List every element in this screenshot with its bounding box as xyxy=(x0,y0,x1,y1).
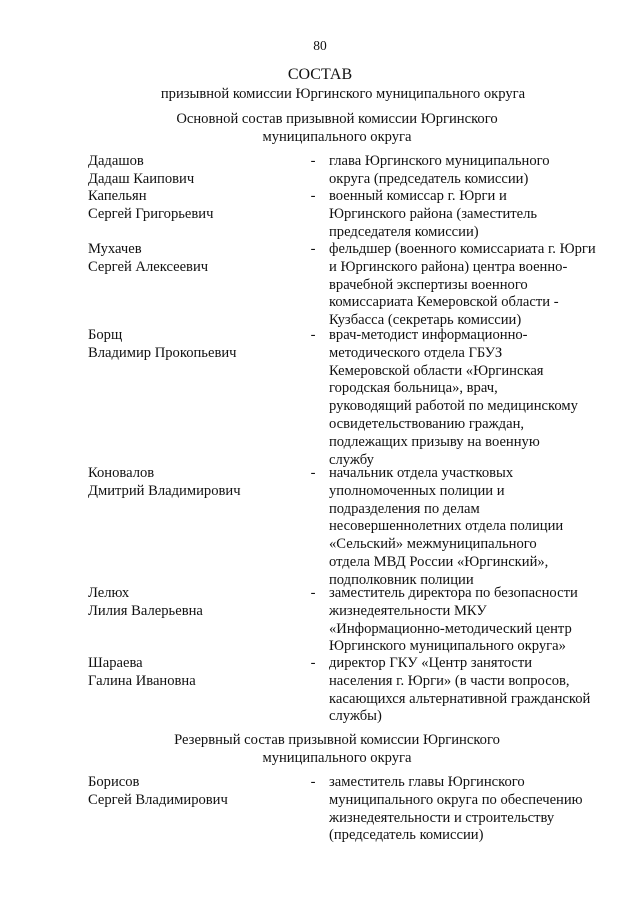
member-dash: - xyxy=(310,327,316,343)
member-dash: - xyxy=(310,188,316,204)
member-surname: Дадашов xyxy=(88,153,144,169)
member-given-name: Сергей Григорьевич xyxy=(88,205,214,222)
member-surname: Капельян xyxy=(88,188,147,204)
member-name xyxy=(88,585,288,621)
member-role: директор ГКУ «Центр занятости населения г. Юрги» (в части вопросов, касающихся альтернативной гражданской службы) xyxy=(329,655,591,725)
member-name xyxy=(88,241,288,277)
member-role: начальник отдела участковых уполномоченных полиции и подразделения по делам несовершеннолетних отдела полиции «Сельский» межмуниципального отдела МВД России «Юргинский», подполковник полиции xyxy=(329,465,564,588)
member-role: заместитель главы Юргинского муниципального округа по обеспечению жизнедеятельности и строительству (председатель комиссии) xyxy=(329,774,583,844)
member-name xyxy=(88,153,288,189)
member-given-name: Галина Ивановна xyxy=(88,672,196,689)
member-role: фельдшер (военного комиссариата г. Юрги и Юргинского района) центра военно-врачебной экспертизы военного комиссариата Кемеровской области - Кузбасса (секретарь комиссии) xyxy=(329,241,596,329)
main-section-heading-line1: Основной состав призывной комиссии Юргинского xyxy=(176,111,498,127)
member-name xyxy=(88,655,288,691)
member-given-name: Дмитрий Владимирович xyxy=(88,482,241,499)
member-role: заместитель директора по безопасности жизнедеятельности МКУ «Информационно-методический центр Юргинского муниципального округа» xyxy=(329,585,578,655)
member-name xyxy=(88,327,288,363)
member-surname: Шараева xyxy=(88,655,143,671)
member-role: военный комиссар г. Юрги и Юргинского района (заместитель председателя комиссии) xyxy=(329,188,538,240)
member-given-name: Владимир Прокопьевич xyxy=(88,344,237,361)
reserve-section-heading-line1: Резервный состав призывной комиссии Юргинского xyxy=(174,732,500,748)
member-given-name: Сергей Владимирович xyxy=(88,791,228,808)
reserve-section-heading-line2: муниципального округа xyxy=(262,749,412,766)
member-dash: - xyxy=(310,465,316,481)
member-name xyxy=(88,188,288,224)
member-surname: Лелюх xyxy=(88,585,130,601)
main-section-heading xyxy=(150,111,524,147)
member-given-name: Дадаш Каипович xyxy=(88,170,195,187)
member-dash: - xyxy=(310,774,316,790)
reserve-section-heading xyxy=(150,732,524,768)
member-name xyxy=(88,465,288,501)
document-title: СОСТАВ xyxy=(287,66,353,83)
document-subtitle: призывной комиссии Юргинского муниципального округа xyxy=(160,86,526,102)
member-dash: - xyxy=(310,153,316,169)
member-role: глава Юргинского муниципального округа (председатель комиссии) xyxy=(329,153,550,187)
member-dash: - xyxy=(310,241,316,257)
member-dash: - xyxy=(310,585,316,601)
member-surname: Борисов xyxy=(88,774,140,790)
member-surname: Мухачев xyxy=(88,241,142,257)
page-number: 80 xyxy=(313,38,327,53)
member-surname: Коновалов xyxy=(88,465,155,481)
member-name xyxy=(88,774,288,810)
member-role: врач-методист информационно-методического отдела ГБУЗ Кемеровской области «Юргинская городская больница», врач, руководящий работой по медицинскому освидетельствованию граждан, подлежащих призыву на военную службу xyxy=(329,327,578,468)
member-surname: Борщ xyxy=(88,327,123,343)
member-dash: - xyxy=(310,655,316,671)
member-given-name: Сергей Алексеевич xyxy=(88,258,209,275)
main-section-heading-line2: муниципального округа xyxy=(262,128,412,145)
member-given-name: Лилия Валерьевна xyxy=(88,602,203,619)
